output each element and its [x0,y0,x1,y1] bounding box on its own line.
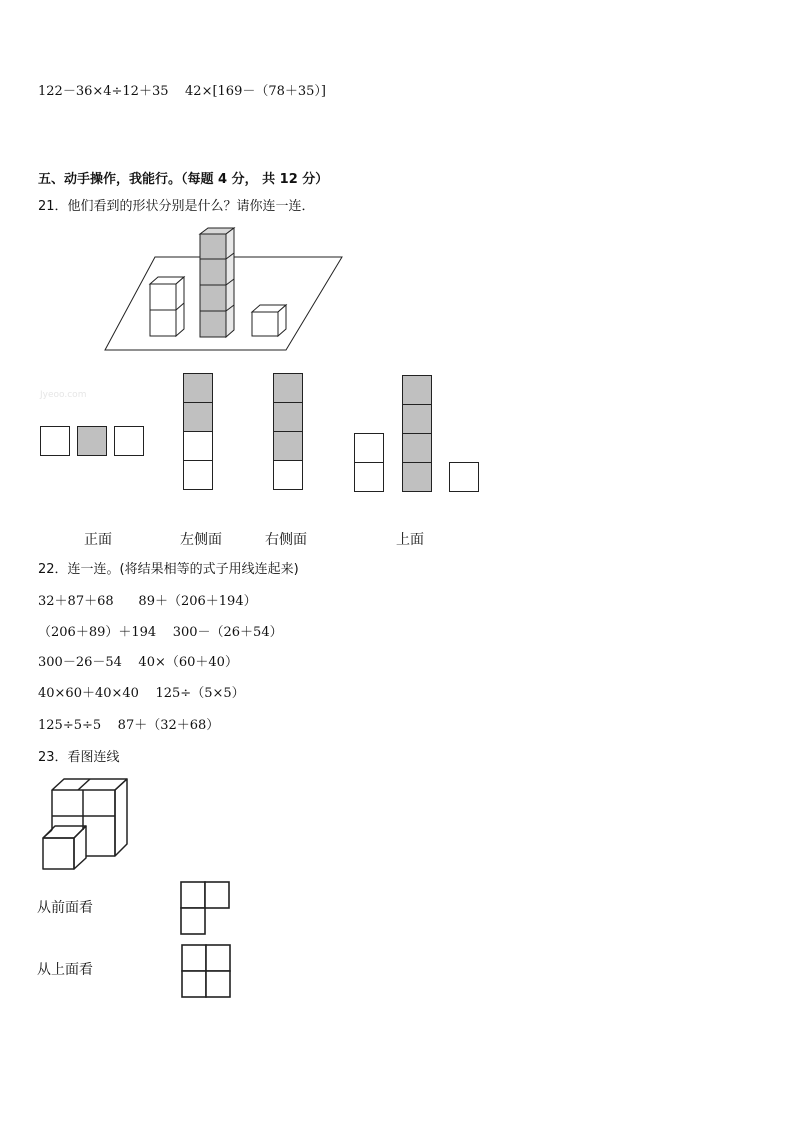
q21-prompt: 21．他们看到的形状分别是什么？请你连一连． [38,199,315,214]
view-option-column-three-shaded [272,372,304,491]
view-label-left: 左侧面 [180,532,222,548]
q23-label-front: 从前面看 [37,900,93,916]
view-label-right: 右侧面 [265,532,307,548]
view-label-front: 正面 [84,532,112,548]
q22-prompt: 22．连一连。(将结果相等的式子用线连起来) [38,562,299,577]
view-option-column-two-shaded [182,372,214,491]
q22-row-2: （206＋89）＋194 300－（26＋54） [38,625,283,640]
watermark: Jyeoo.com [40,390,87,400]
left-stack-cubes [150,277,184,336]
expressions-line: 122－36×4÷12＋35 42×[169－（78＋35）] [38,84,326,99]
q23-label-top: 从上面看 [37,962,93,978]
view-option-side-profile [353,374,481,494]
right-single-cube [252,305,286,336]
q22-row-4: 40×60＋40×40 125÷（5×5） [38,686,245,701]
q22-row-5: 125÷5÷5 87＋（32＋68） [38,718,220,733]
q23-top-view-shape [180,943,232,999]
q23-prompt: 23．看图连线 [38,750,120,765]
q23-front-view-shape [179,880,231,936]
middle-stack-cubes [200,228,234,337]
q22-row-1: 32＋87＋68 89＋（206＋194） [38,594,257,609]
section-heading: 五、动手操作，我能行。（每题 4 分， 共 12 分） [38,172,329,187]
view-label-top: 上面 [396,532,424,548]
view-option-front-row [39,425,145,457]
q22-row-3: 300－26－54 40×（60＋40） [38,655,238,670]
q21-3d-cubes-figure [100,226,350,356]
q23-3d-block-figure [38,776,132,872]
